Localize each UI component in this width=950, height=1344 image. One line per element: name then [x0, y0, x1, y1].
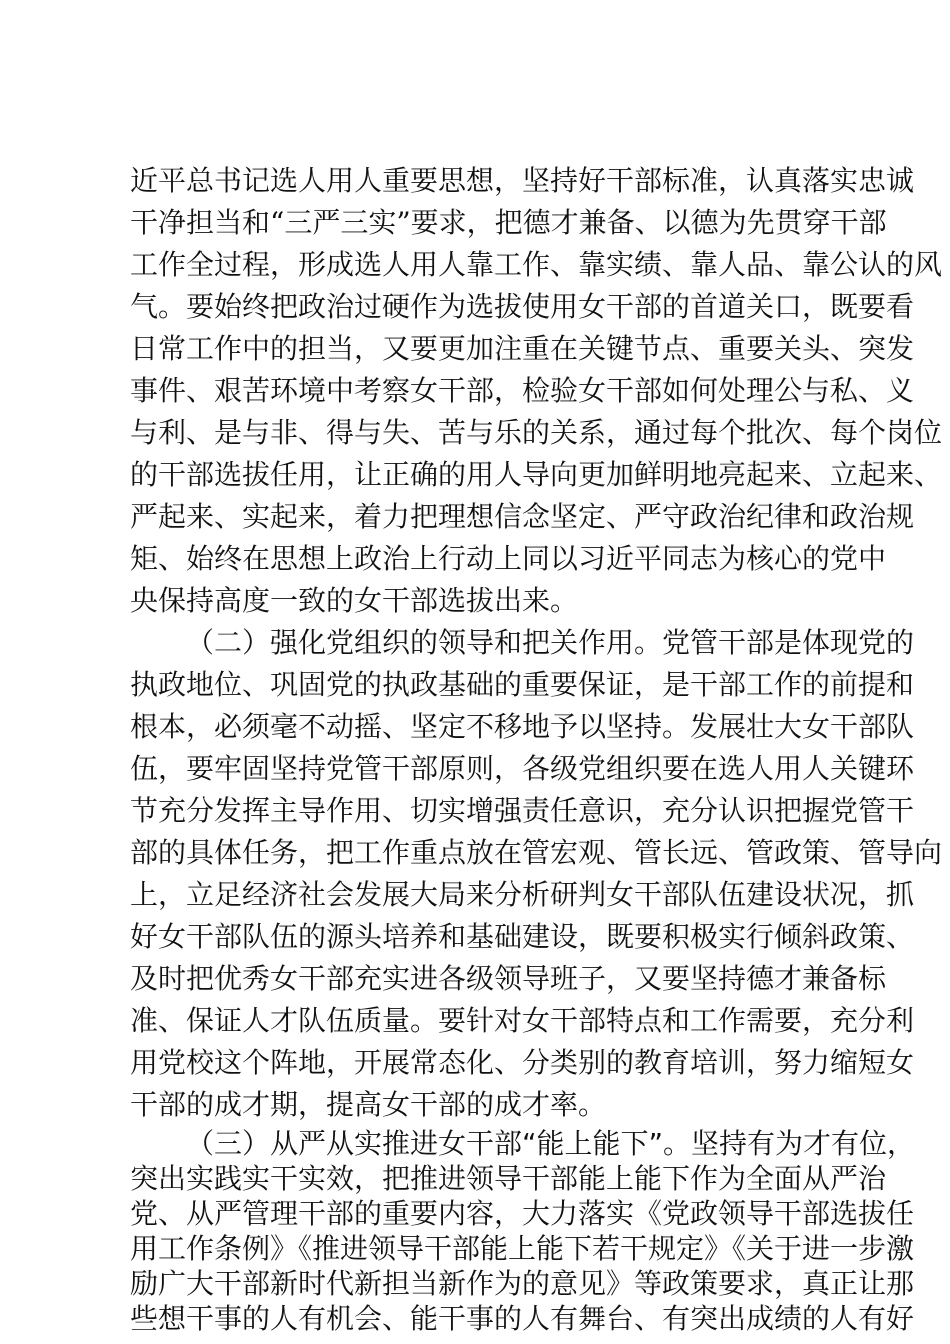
paragraph-line: 准、保证人才队伍质量。要针对女干部特点和工作需要，充分利 — [130, 1004, 915, 1037]
paragraph-line: 及时把优秀女干部充实进各级领导班子，又要坚持德才兼备标 — [130, 962, 887, 995]
paragraph-line: 部的具体任务，把工作重点放在管宏观、管长远、管政策、管导向 — [130, 836, 943, 869]
paragraph-line: 近平总书记选人用人重要思想，坚持好干部标准，认真落实忠诚 — [130, 164, 915, 197]
paragraph-line: 日常工作中的担当，又要更加注重在关键节点、重要关头、突发 — [130, 332, 915, 365]
paragraph-line: 的干部选拔任用，让正确的用人导向更加鲜明地亮起来、立起来、 — [130, 458, 943, 491]
section-heading-line — [186, 1126, 916, 1161]
paragraph-line: 根本，必须毫不动摇、坚定不移地予以坚持。发展壮大女干部队 — [130, 710, 915, 743]
paragraph-line: 好女干部队伍的源头培养和基础建设，既要积极实行倾斜政策、 — [130, 920, 915, 953]
section-heading: （三）从严从实推进女干部“能上能下”。 — [186, 1127, 692, 1160]
paragraph-line: 气。要始终把政治过硬作为选拔使用女干部的首道关口，既要看 — [130, 290, 915, 323]
paragraph-line: 用党校这个阵地，开展常态化、分类别的教育培训，努力缩短女 — [130, 1046, 915, 1079]
paragraph-line: 干净担当和“三严三实”要求，把德才兼备、以德为先贯穿干部 — [130, 206, 887, 239]
paragraph-line: 用工作条例》《推进领导干部能上能下若干规定》《关于进一步激 — [130, 1232, 915, 1265]
section-heading-rest: 党管干部是体现党的 — [662, 626, 915, 659]
paragraph-line: 与利、是与非、得与失、苦与乐的关系，通过每个批次、每个岗位 — [130, 416, 943, 449]
paragraph-line: 党、从严管理干部的重要内容，大力落实《党政领导干部选拔任 — [130, 1197, 915, 1230]
paragraph-line: 工作全过程，形成选人用人靠工作、靠实绩、靠人品、靠公认的风 — [130, 248, 943, 281]
paragraph-line: 上，立足经济社会发展大局来分析研判女干部队伍建设状况，抓 — [130, 878, 915, 911]
paragraph-line: 事件、艰苦环境中考察女干部，检验女干部如何处理公与私、义 — [130, 374, 915, 407]
paragraph-line: 干部的成才期，提高女干部的成才率。 — [130, 1088, 607, 1121]
paragraph-line: 些想干事的人有机会、能干事的人有舞台、有突出成绩的人有好 — [130, 1302, 915, 1335]
section-heading-line — [186, 622, 915, 664]
paragraph-line: 央保持高度一致的女干部选拔出来。 — [130, 584, 579, 617]
paragraph-line: 励广大干部新时代新担当新作为的意见》等政策要求，真正让那 — [130, 1267, 915, 1300]
paragraph-line: 矩、始终在思想上政治上行动上同以习近平同志为核心的党中 — [130, 542, 887, 575]
paragraph-line: 伍，要牢固坚持党管干部原则，各级党组织要在选人用人关键环 — [130, 752, 915, 785]
paragraph-line: 严起来、实起来，着力把理想信念坚定、严守政治纪律和政治规 — [130, 500, 915, 533]
section-heading: （二）强化党组织的领导和把关作用。 — [186, 626, 663, 659]
paragraph-line: 执政地位、巩固党的执政基础的重要保证，是干部工作的前提和 — [130, 668, 915, 701]
paragraph-line: 节充分发挥主导作用、切实增强责任意识，充分认识把握党管干 — [130, 794, 915, 827]
paragraph-line: 突出实践实干实效，把推进领导干部能上能下作为全面从严治 — [130, 1162, 887, 1195]
section-heading-rest: 坚持有为才有位， — [691, 1127, 916, 1160]
